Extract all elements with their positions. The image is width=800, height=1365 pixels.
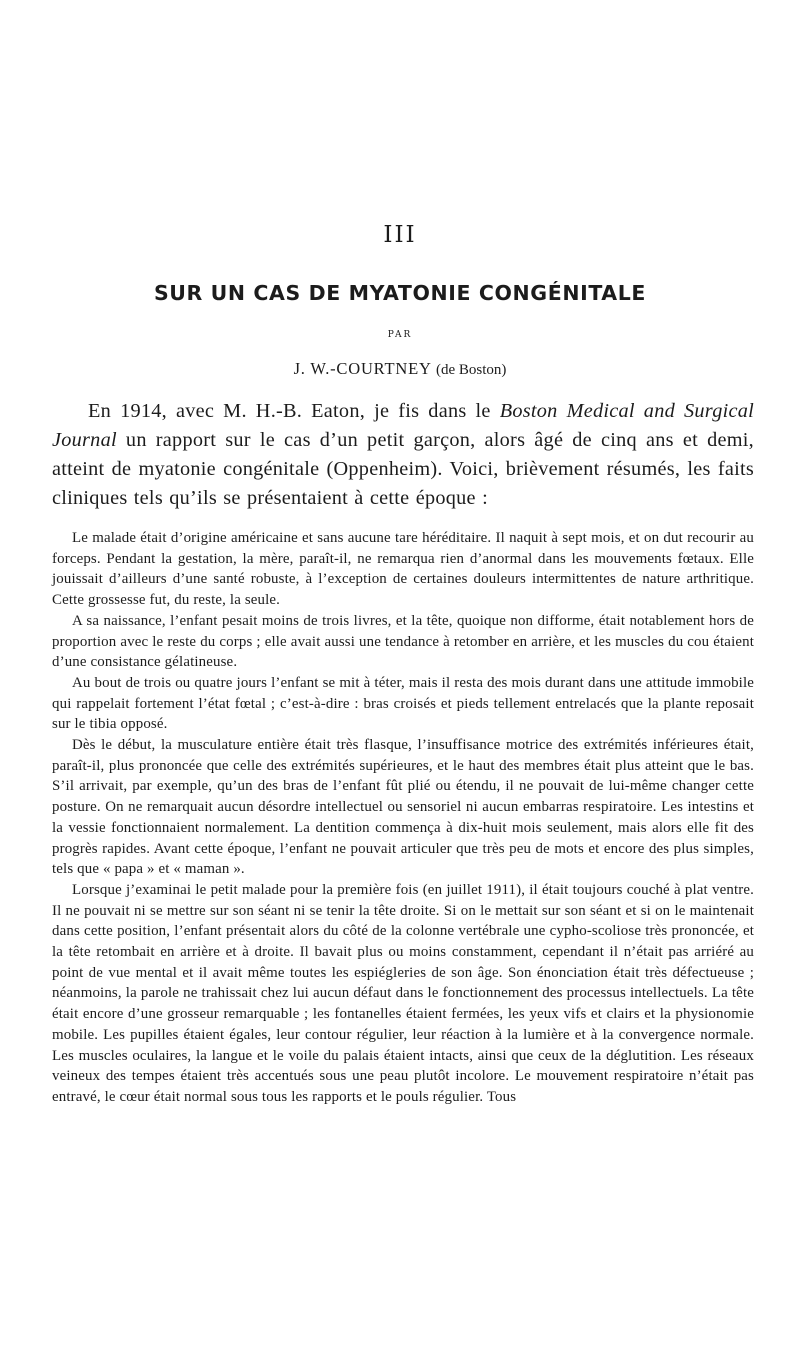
intro-text-2: un rapport sur le cas d’un petit garçon, alors âgé de cinq ans et demi, atteint de myatonie congénitale (Oppenheim). Voici, brièvement résumés, les faits cliniques tels qu’ils se présentaient à cette époque : (52, 429, 754, 509)
body-paragraph: Lorsque j’examinai le petit malade pour la première fois (en juillet 1911), il était toujours couché à plat ventre. Il ne pouvait ni se mettre sur son séant ni se tenir la tête droite. Si on le mettait sur son séant et si on le maintenait dans cette position, l’enfant présentait alors du côté de la colonne vertébrale une cypho-scoliose très prononcée, et la tête retombait en arrière et à droite. Il bavait plus ou moins constamment, cependant il n’était pas arriéré au point de vue mental et il avait même toutes les espiégleries de son âge. Son énonciation était très défectueuse ; néanmoins, la parole ne trahissait chez lui aucun défaut dans le fonctionnement des processus intellectuels. La tête était encore d’une grosseur remarquable ; les fontanelles étaient fermées, les yeux vifs et clairs et la physionomie mobile. Les pupilles étaient égales, leur contour régulier, leur réaction à la lumière et à la convergence normale. Les muscles oculaires, la langue et le voile du palais étaient intacts, ainsi que ceux de la déglutition. Les réseaux veineux des tempes étaient très accentués sous une peau plutôt incolore. Le mouvement respiratoire n’était pas entravé, le cœur était normal sous tous les rapports et le pouls régulier. Tous (52, 881, 754, 1105)
author-line (0, 359, 800, 379)
chapter-numeral: III (383, 222, 417, 248)
case-summary (52, 528, 754, 1108)
body-paragraph: Dès le début, la musculature entière était très flasque, l’insuffisance motrice des extrémités inférieures était, paraît-il, plus prononcée que celle des extrémités supérieures, et le haut des membres était plus atteint que le bas. S’il arrivait, par exemple, qu’un des bras de l’enfant fût plié ou étendu, il ne pouvait de lui-même changer cette posture. On ne remarquait aucun désordre intellectuel ou sensoriel ni aucun embarras respiratoire. Les intestins et la vessie fonctionnaient normalement. La dentition commença à dix-huit mois seulement, mais alors elle fit des progrès rapides. Avant cette époque, l’enfant ne pouvait articuler que très peu de mots et encore des plus simples, tels que « papa » et « maman ». (52, 737, 754, 878)
author-affiliation: (de Boston) (436, 362, 507, 378)
author-name: J. W.-COURTNEY (293, 359, 432, 378)
byline: PAR (387, 330, 413, 340)
journal-title: Boston Medical and Surgical Journal (52, 400, 754, 451)
body-paragraph: Le malade était d’origine américaine et sans aucune tare héréditaire. Il naquit à sept mois, et on dut recourir au forceps. Pendant la gestation, la mère, paraît-il, ne remarqua rien d’anormal dans les mouvements fœtaux. Elle jouissait d’ailleurs d’une santé robuste, à l’exception de certaines douleurs intermittentes de nature arthritique. Cette grossesse fut, du reste, la seule. (52, 530, 754, 609)
body-paragraph: Au bout de trois ou quatre jours l’enfant se mit à téter, mais il resta des mois durant dans une attitude immobile qui rappelait fortement l’état fœtal ; c’est-à-dire : bras croisés et pieds tellement entrelacés que la plante reposait sur le tibia opposé. (52, 674, 754, 733)
intro-text-1: En 1914, avec M. H.-B. Eaton, je fis dans le (88, 400, 500, 422)
article-title: SUR UN CAS DE MYATONIE CONGÉNITALE (153, 281, 647, 305)
intro-paragraph (52, 397, 754, 513)
body-paragraph: A sa naissance, l’enfant pesait moins de trois livres, et la tête, quoique non difforme, était notablement hors de proportion avec le reste du corps ; elle avait aussi une tendance à retomber en arrière, et les muscles du cou étaient d’une consistance gélatineuse. (52, 612, 754, 671)
